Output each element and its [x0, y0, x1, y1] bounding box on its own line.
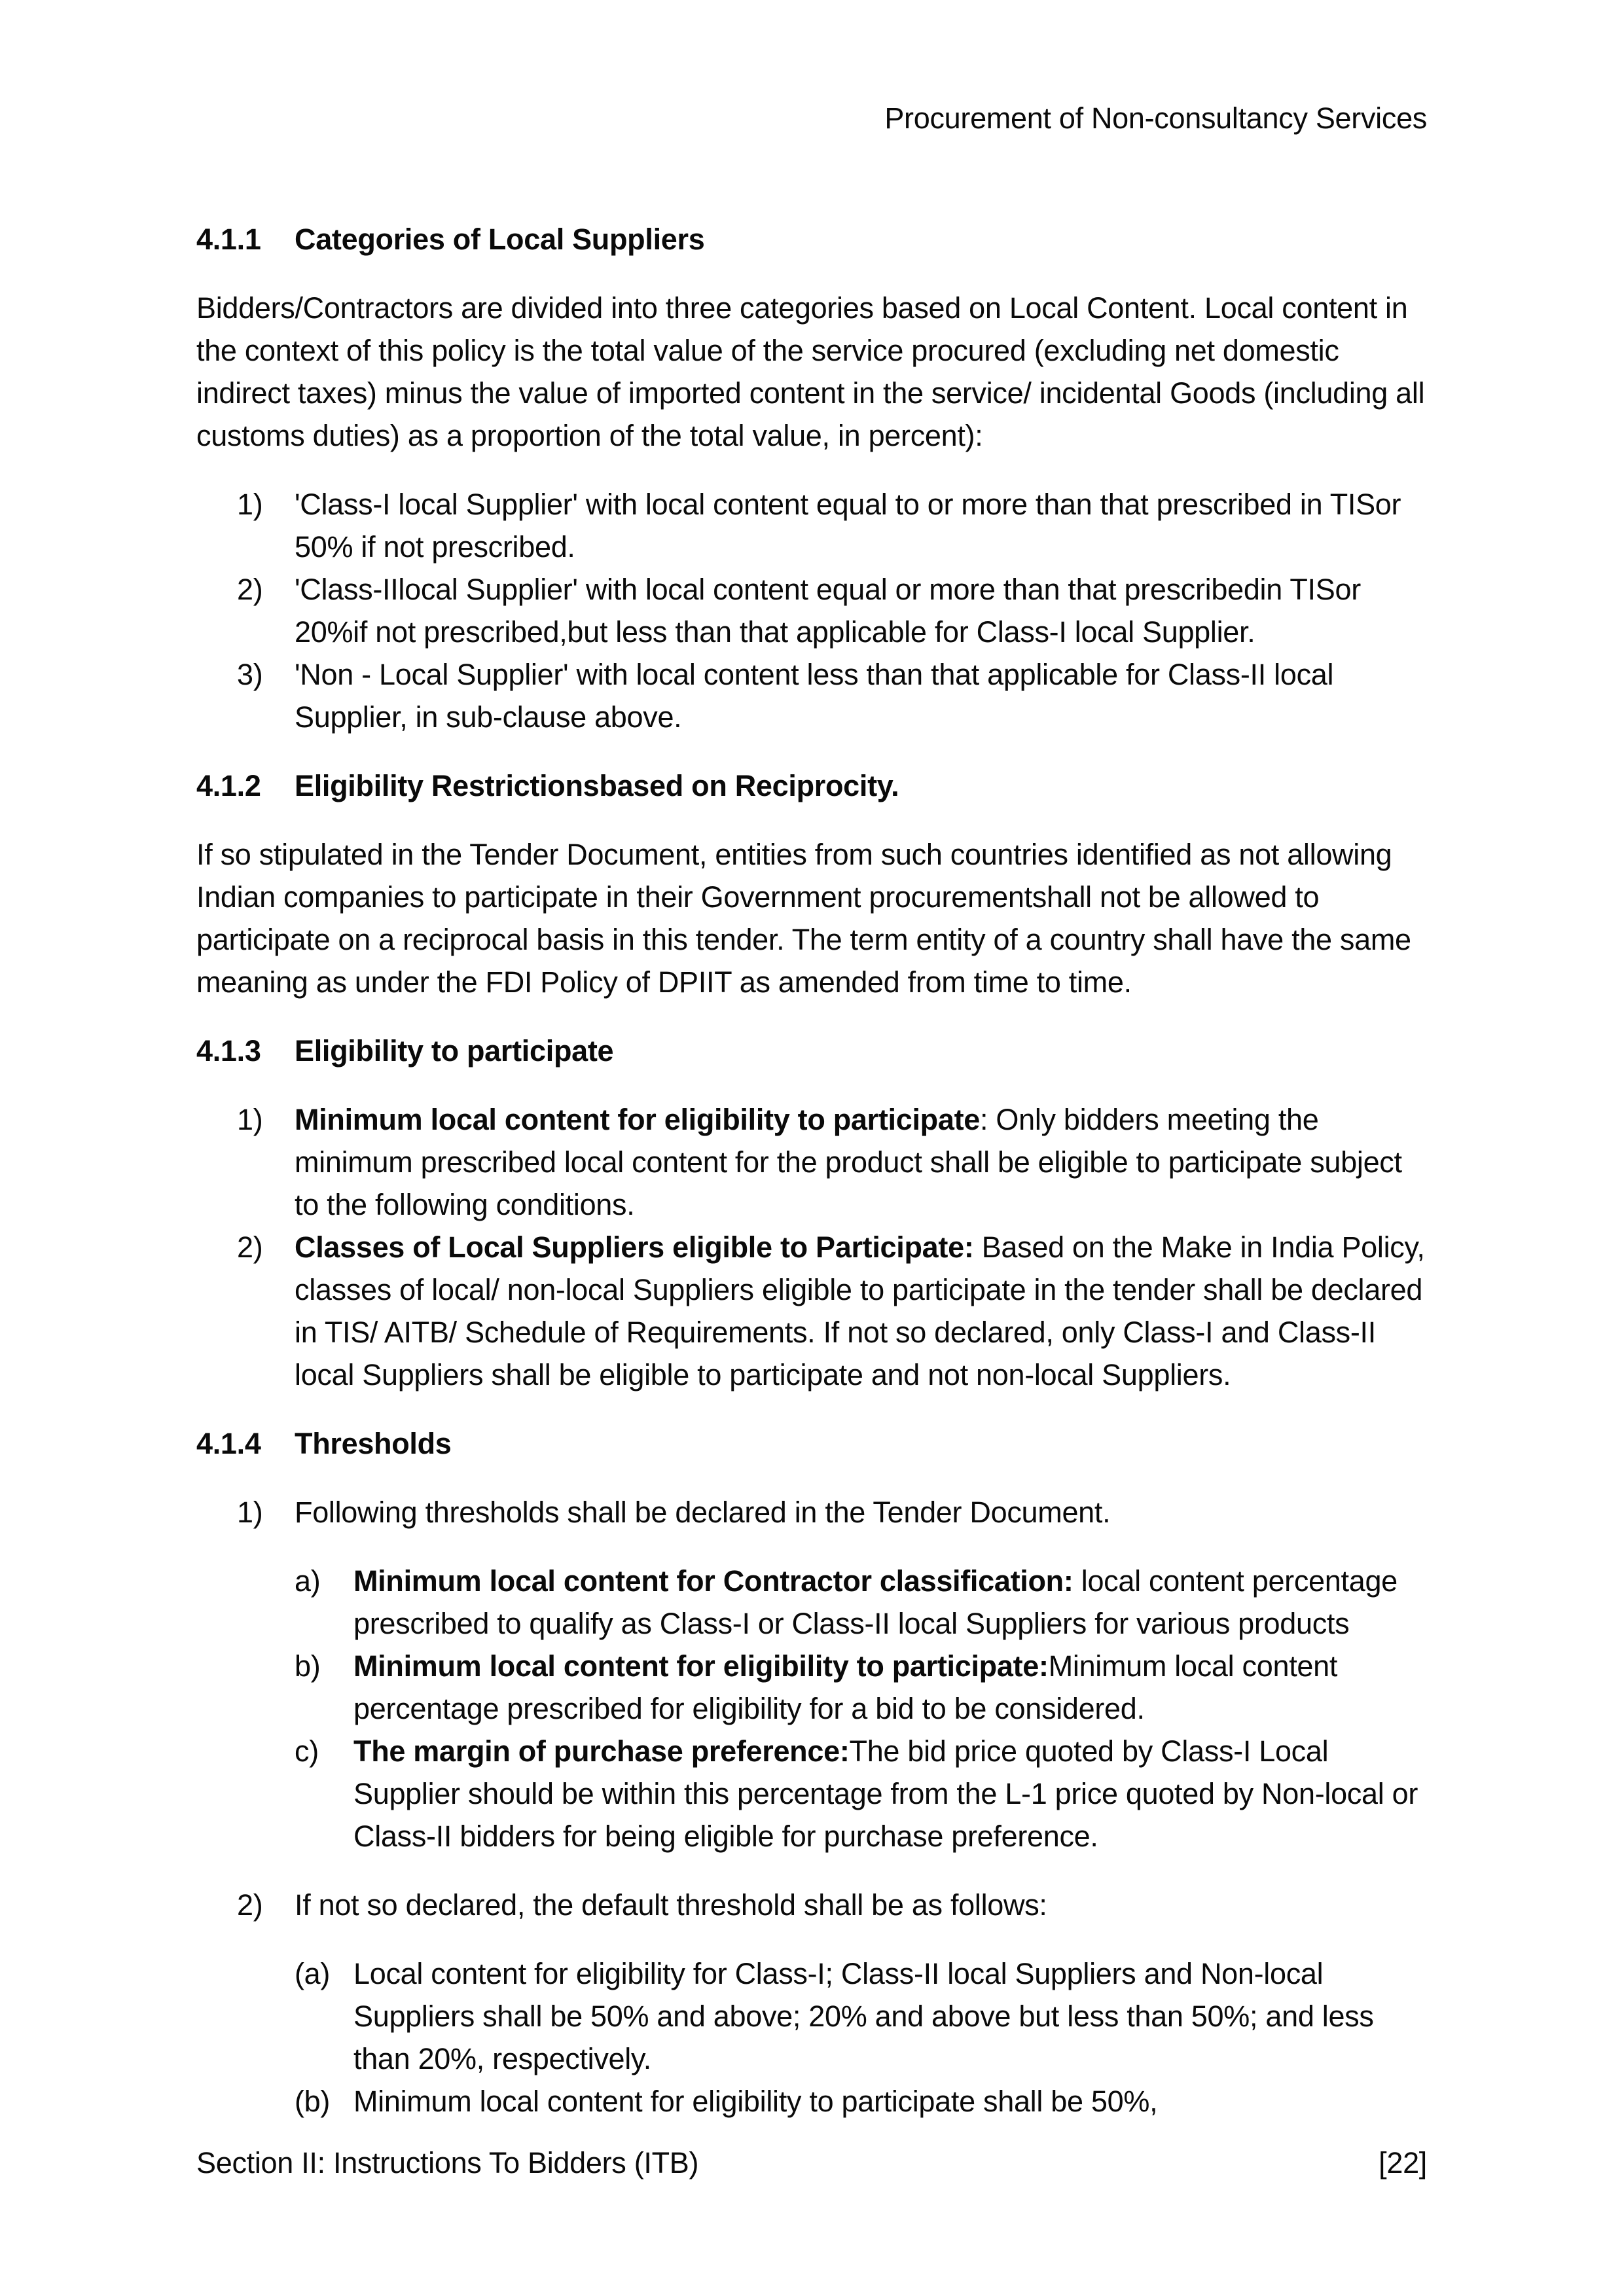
list-item-lead: The margin of purchase preference:: [353, 1734, 850, 1768]
heading-title: Categories of Local Suppliers: [295, 223, 705, 256]
list-item-text: 'Class-I local Supplier' with local content equal to or more than that prescribed in TISor 50% if not prescribed.: [295, 488, 1401, 564]
list-item-lead: Minimum local content for Contractor classification:: [353, 1564, 1074, 1598]
list-marker: (b): [295, 2085, 331, 2118]
list-item: [196, 1645, 1427, 1730]
heading-title: Eligibility Restrictionsbased on Reciprocity.: [295, 769, 899, 802]
list-item-text: Local content for eligibility for Class-I; Class-II local Suppliers and Non-local Suppliers shall be 50% and above; 20% and above but less than 50%; and less than 20%, respectively.: [353, 1957, 1374, 2075]
section-heading-4-1-3: [196, 1030, 1427, 1072]
list-item: [196, 1884, 1427, 1926]
section-heading-4-1-4: [196, 1422, 1427, 1465]
header-title: Procurement of Non-consultancy Services: [884, 101, 1427, 135]
section-heading-4-1-1: [196, 218, 1427, 260]
list-item: [196, 1098, 1427, 1226]
paragraph-reciprocity: If so stipulated in the Tender Document, entities from such countries identified as not allowing Indian companies to participate in their Government procurementshall not be allowed to participate on a reciprocal basis in this tender. The term entity of a country shall have the same meaning as under the FDI Policy of DPIIT as amended from time to time.: [196, 838, 1411, 999]
list-item: [196, 653, 1427, 738]
list-item: [196, 1226, 1427, 1396]
list-item: [196, 483, 1427, 568]
list-item-text: Following thresholds shall be declared in the Tender Document.: [295, 1496, 1111, 1529]
list-marker: 3): [237, 658, 263, 691]
list-item: [196, 1730, 1427, 1857]
list-item-text: : Only bidders meeting the minimum prescribed local content for the product shall be eligible to participate subject to the following conditions.: [295, 1103, 1402, 1221]
list-item-text: If not so declared, the default threshold shall be as follows:: [295, 1888, 1047, 1922]
document-body: [196, 218, 1427, 2149]
heading-number: 4.1.3: [196, 1034, 261, 1067]
list-item-text: Minimum local content percentage prescribed for eligibility for a bid to be considered.: [353, 1649, 1338, 1725]
paragraph-categories: Bidders/Contractors are divided into three categories based on Local Content. Local content in the context of this policy is the total value of the service procured (excluding net domestic indirect taxes) minus the value of imported content in the service/ incidental Goods (including all customs duties) as a proportion of the total value, in percent):: [196, 291, 1425, 452]
list-marker: 2): [237, 573, 263, 606]
list-item-text: The bid price quoted by Class-I Local Supplier should be within this percentage from the L-1 price quoted by Non-local or Class-II bidders for being eligible for purchase preference.: [353, 1734, 1418, 1853]
list-thresholds-declared: [196, 1491, 1427, 1534]
sublist-default-values: [196, 1952, 1427, 2123]
heading-number: 4.1.4: [196, 1427, 261, 1460]
list-item-lead: Classes of Local Suppliers eligible to Participate:: [295, 1230, 974, 1264]
heading-title: Thresholds: [295, 1427, 452, 1460]
list-default-threshold: [196, 1884, 1427, 1926]
section-heading-4-1-2: [196, 764, 1427, 807]
list-item-text: local content percentage prescribed to qualify as Class-I or Class-II local Suppliers for various products: [353, 1564, 1398, 1640]
list-marker: 1): [237, 1496, 263, 1529]
page-header: [196, 97, 1427, 139]
list-marker: b): [295, 1649, 321, 1683]
list-item: [196, 1491, 1427, 1534]
page-footer: [196, 2142, 1427, 2184]
list-item-text: Minimum local content for eligibility to participate shall be 50%,: [353, 2085, 1158, 2118]
list-eligibility: [196, 1098, 1427, 1396]
list-item-text: 'Class-IIlocal Supplier' with local content equal or more than that prescribedin TISor 20%if not prescribed,but less than that applicable for Class-I local Supplier.: [295, 573, 1361, 649]
list-supplier-categories: [196, 483, 1427, 738]
list-item: [196, 568, 1427, 653]
list-marker: 1): [237, 488, 263, 521]
list-item: [196, 1952, 1427, 2080]
footer-section-label: Section II: Instructions To Bidders (ITB): [196, 2146, 699, 2179]
list-item-lead: Minimum local content for eligibility to participate:: [353, 1649, 1049, 1683]
list-marker: 2): [237, 1230, 263, 1264]
list-item: [196, 2080, 1427, 2123]
heading-number: 4.1.1: [196, 223, 261, 256]
list-marker: 1): [237, 1103, 263, 1136]
list-item: [196, 1560, 1427, 1645]
list-marker: (a): [295, 1957, 331, 1990]
footer-page-number: [22]: [1379, 2146, 1427, 2179]
list-marker: 2): [237, 1888, 263, 1922]
list-marker: c): [295, 1734, 319, 1768]
heading-number: 4.1.2: [196, 769, 261, 802]
list-marker: a): [295, 1564, 321, 1598]
list-item-text: 'Non - Local Supplier' with local content less than that applicable for Class-II local Supplier, in sub-clause above.: [295, 658, 1334, 734]
list-item-text: Based on the Make in India Policy, classes of local/ non-local Suppliers eligible to participate in the tender shall be declared in TIS/ AITB/ Schedule of Requirements. If not so declared, only Class-I and Class-II local Suppliers shall be eligible to participate and not non-local Suppliers.: [295, 1230, 1425, 1391]
list-item-lead: Minimum local content for eligibility to participate: [295, 1103, 980, 1136]
heading-title: Eligibility to participate: [295, 1034, 614, 1067]
sublist-threshold-types: [196, 1560, 1427, 1857]
